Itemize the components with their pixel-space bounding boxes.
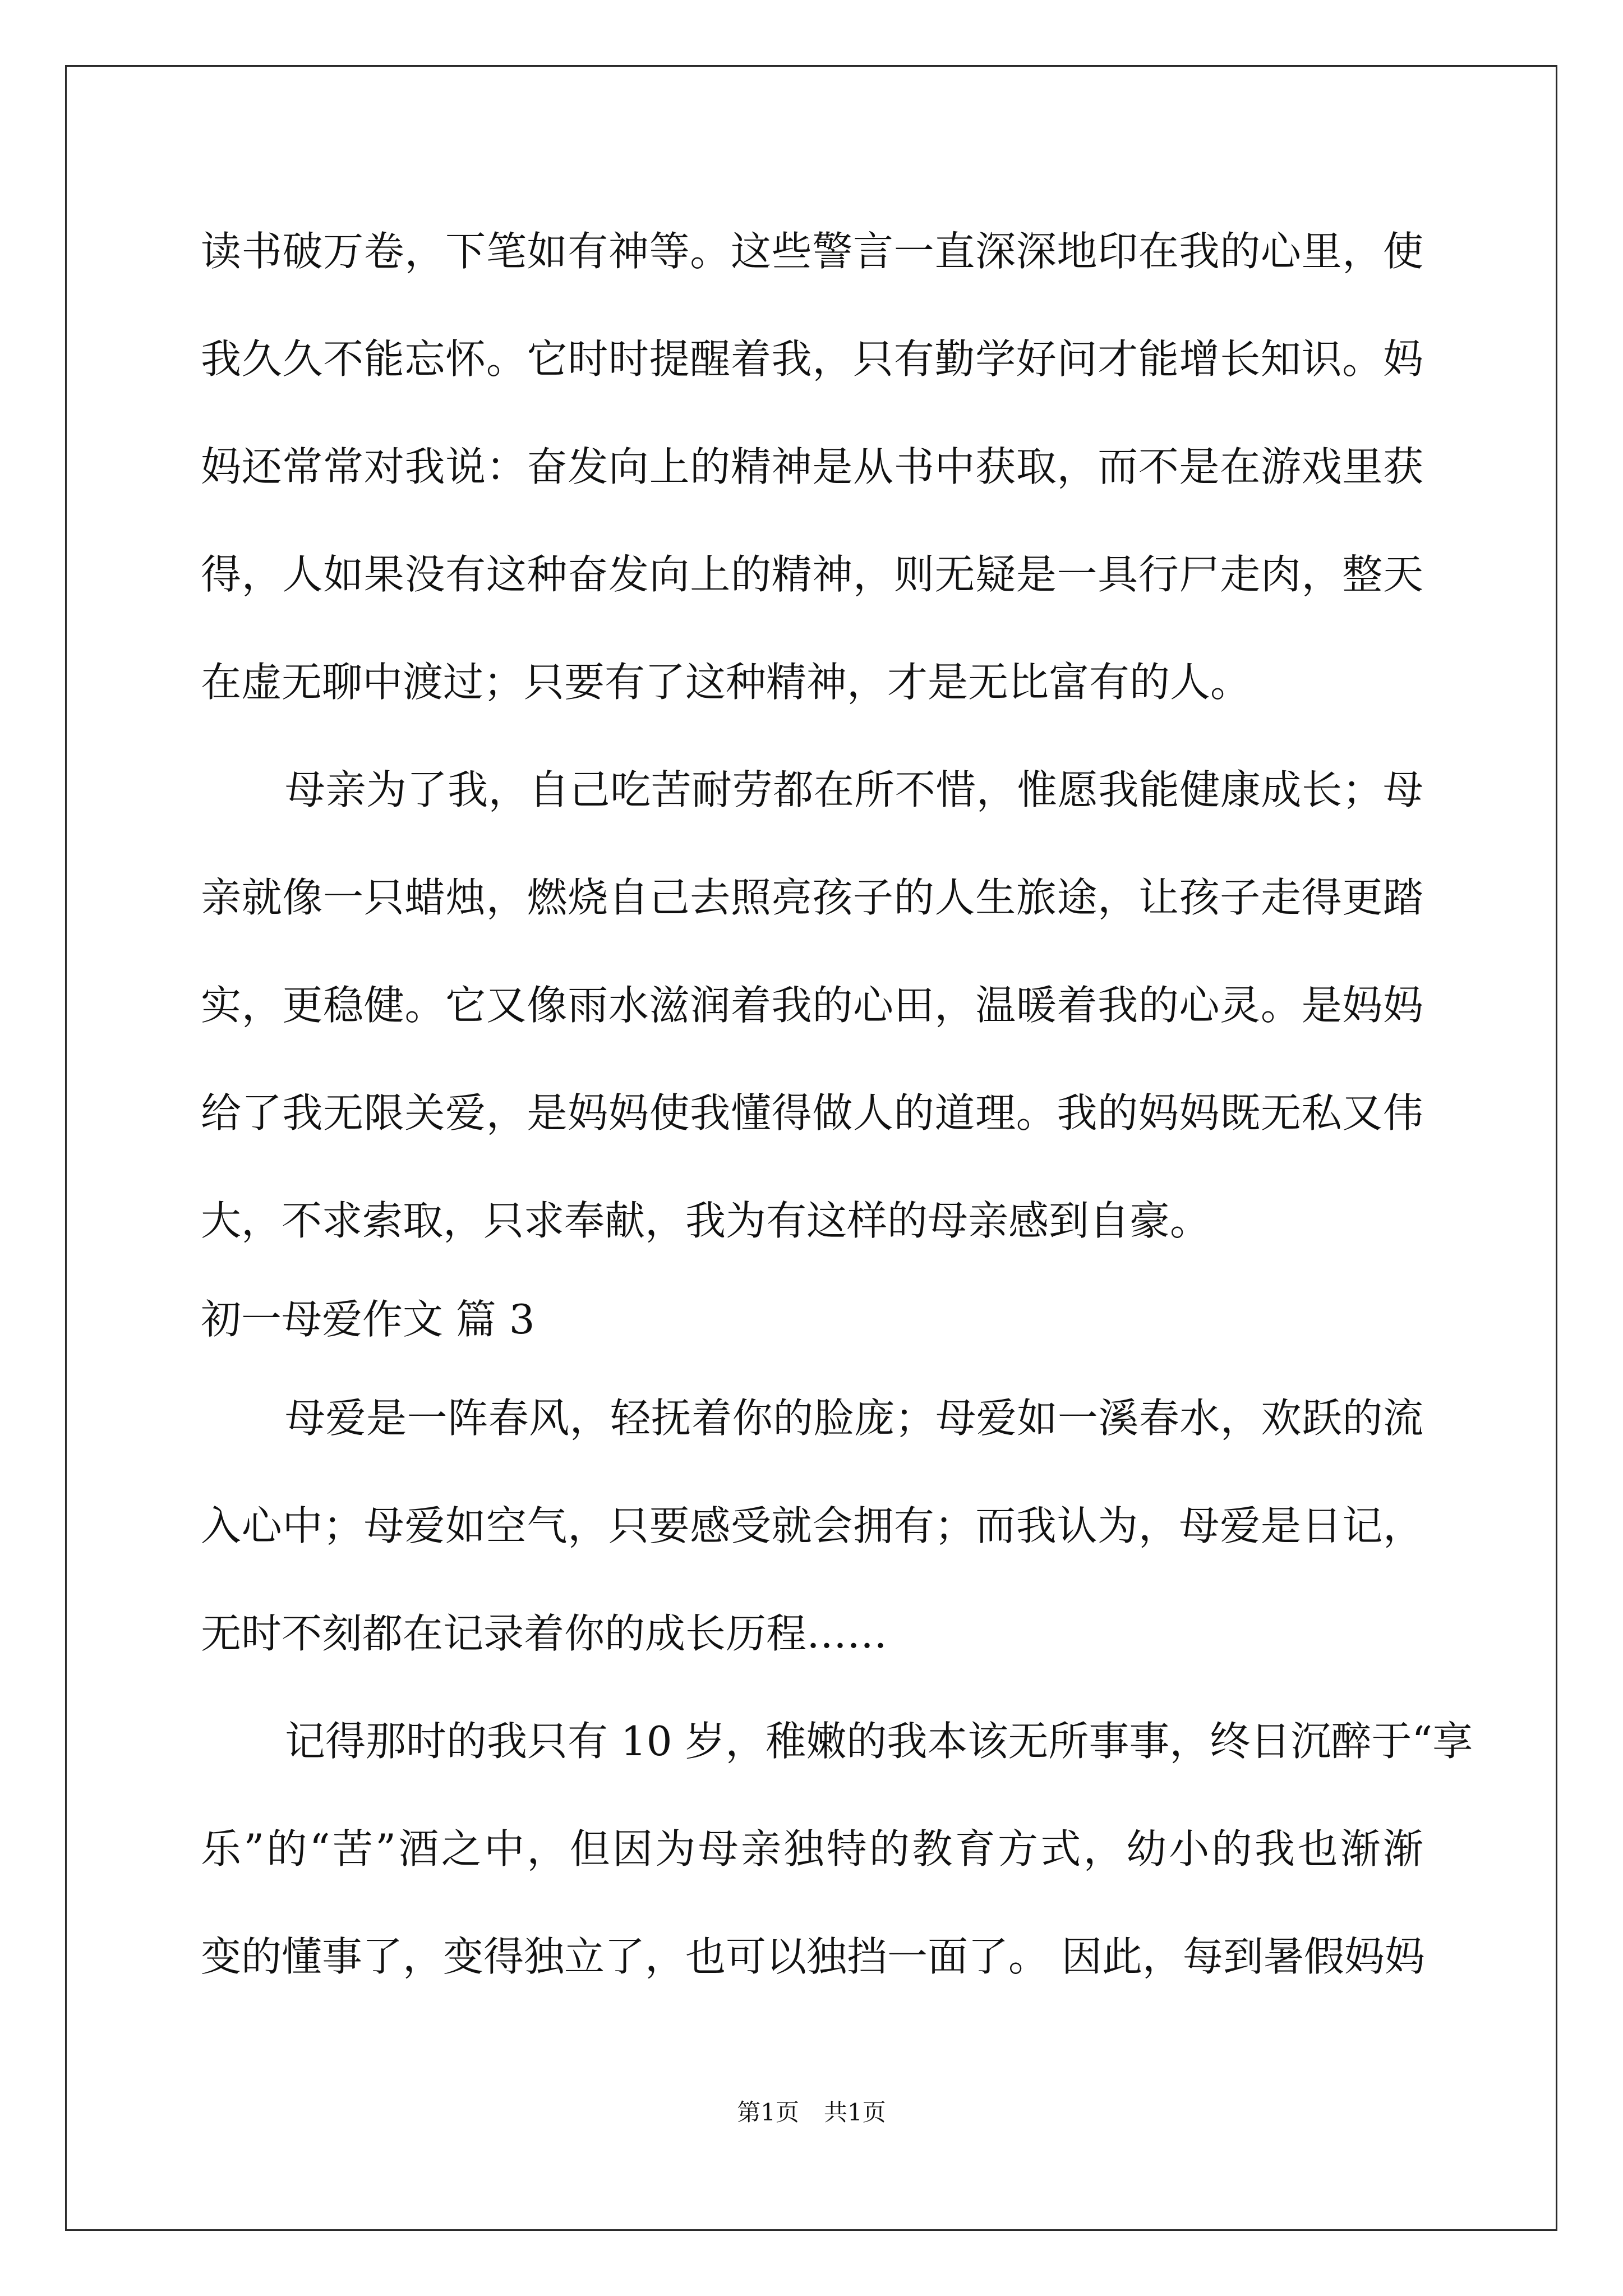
- paragraph-line: 乐”的“苦”酒之中，但因为母亲独特的教育方式，幼小的我也渐渐: [201, 1825, 1423, 1872]
- page-footer: [0, 2101, 1623, 2124]
- paragraph-line: 给了我无限关爱，是妈妈使我懂得做人的道理。我的妈妈既无私又伟: [201, 1089, 1423, 1137]
- paragraph-line: 亲就像一只蜡烛，燃烧自己去照亮孩子的人生旅途，让孩子走得更踏: [201, 874, 1423, 921]
- page-number-total: 共1页: [824, 2099, 886, 2126]
- paragraph-line: 母亲为了我，自己吃苦耐劳都在所不惜，惟愿我能健康成长；母: [285, 766, 1423, 813]
- paragraph-line: 大，不求索取，只求奉献，我为有这样的母亲感到自豪。: [201, 1197, 1211, 1244]
- paragraph-line: 实，更稳健。它又像雨水滋润着我的心田，温暖着我的心灵。是妈妈: [201, 982, 1423, 1029]
- paragraph-line: 母爱是一阵春风，轻抚着你的脸庞；母爱如一溪春水，欢跃的流: [285, 1395, 1423, 1442]
- paragraph-line: 无时不刻都在记录着你的成长历程……: [201, 1610, 888, 1657]
- page-number-current: 第1页: [737, 2099, 799, 2126]
- paragraph-line: 入心中；母爱如空气，只要感受就会拥有；而我认为，母爱是日记，: [201, 1502, 1423, 1549]
- paragraph-line: 得，人如果没有这种奋发向上的精神，则无疑是一具行尸走肉，整天: [201, 551, 1423, 598]
- page-frame: [65, 65, 1557, 2231]
- paragraph-line: 在虚无聊中渡过；只要有了这种精神，才是无比富有的人。: [201, 659, 1251, 706]
- section-heading: 初一母爱作文 篇 3: [201, 1296, 535, 1343]
- paragraph-line: 妈还常常对我说：奋发向上的精神是从书中获取，而不是在游戏里获: [201, 443, 1423, 490]
- paragraph-line: 变的懂事了，变得独立了，也可以独挡一面了。 因此，每到暑假妈妈: [201, 1933, 1425, 1980]
- paragraph-line: 我久久不能忘怀。它时时提醒着我，只有勤学好问才能增长知识。妈: [201, 335, 1423, 383]
- paragraph-line: 记得那时的我只有 10 岁，稚嫩的我本该无所事事，终日沉醉于“享: [285, 1718, 1473, 1765]
- paragraph-line: 读书破万卷，下笔如有神等。这些警言一直深深地印在我的心里，使: [201, 228, 1423, 275]
